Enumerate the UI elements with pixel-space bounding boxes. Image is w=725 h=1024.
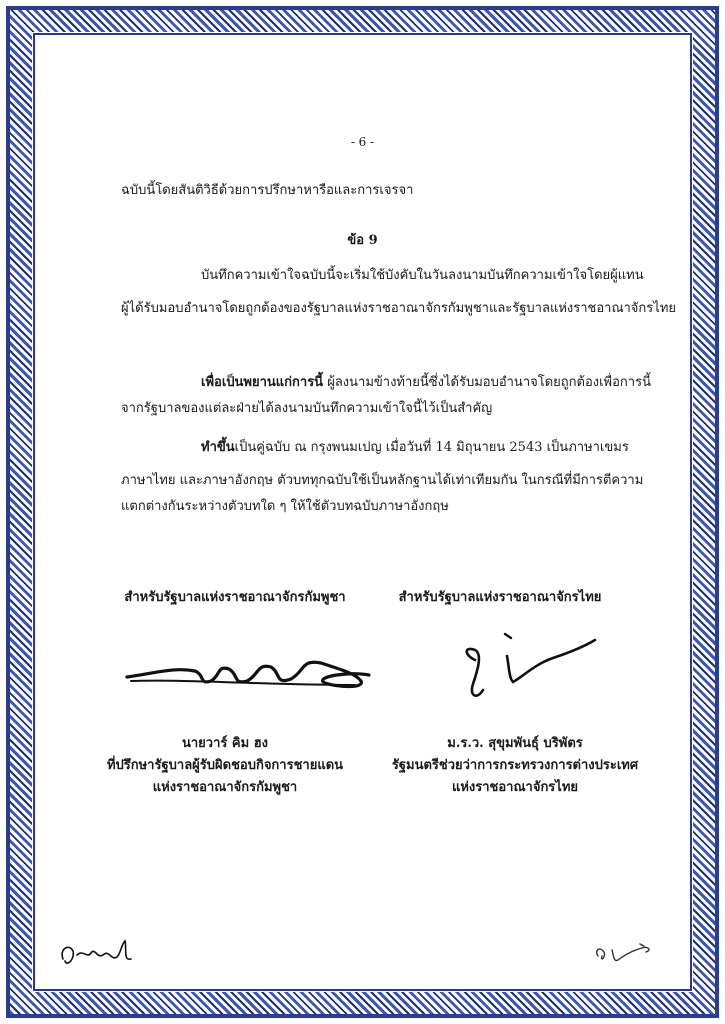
witness-lead: เพื่อเป็นพยานแก่การนี้ [201, 375, 324, 390]
signatory-right-title-1: รัฐมนตรีช่วยว่าการกระทรวงการต่างประเทศ [391, 758, 639, 773]
signatory-right-name: ม.ร.ว. สุขุมพันธุ์ บริพัตร [447, 736, 583, 751]
initials-right [590, 940, 660, 970]
paragraph-2-line-1: บันทึกความเข้าใจฉบับนี้จะเริ่มใช้บังคับในวันลงนามบันทึกความเข้าใจโดยผู้แทน [201, 268, 644, 283]
paragraph-4-line-2: ภาษาไทย และภาษาอังกฤษ ตัวบททุกฉบับใช้เป็นหลักฐานได้เท่าเทียมกัน ในกรณีที่มีการตีความ [121, 473, 644, 488]
paragraph-3-line-2: จากรัฐบาลของแต่ละฝ่ายได้ลงนามบันทึกความเข้าใจนี้ไว้เป็นสำคัญ [121, 401, 493, 416]
signatory-right-title-2: แห่งราชอาณาจักรไทย [451, 780, 579, 795]
signatory-left-heading: สำหรับรัฐบาลแห่งราชอาณาจักรกัมพูชา [124, 590, 346, 605]
initials-left [55, 935, 145, 975]
page-number: - 6 - [350, 135, 375, 149]
signatory-left-title-2: แห่งราชอาณาจักรกัมพูชา [152, 780, 298, 795]
signatory-left-name: นายวาร์ คิม ฮง [182, 736, 268, 751]
done-text: เป็นคู่ฉบับ ณ กรุงพนมเปญ เมื่อวันที่ 14 มิถุนายน 2543 เป็นภาษาเขมร [234, 440, 629, 455]
signature-right [455, 620, 615, 710]
paragraph-4-line-1 [201, 439, 629, 457]
signatory-left-title-1: ที่ปรึกษารัฐบาลผู้รับผิดชอบกิจการชายแดน [106, 758, 344, 773]
paragraph-4-line-3: แตกต่างกันระหว่างตัวบทใด ๆ ให้ใช้ตัวบทฉบับภาษาอังกฤษ [121, 499, 449, 514]
signature-left [125, 645, 375, 695]
clause-heading: ข้อ 9 [347, 233, 378, 248]
paragraph-3-line-1 [201, 374, 651, 392]
paragraph-continuation: ฉบับนี้โดยสันติวิธีด้วยการปรึกษาหารือและการเจรจา [121, 183, 414, 198]
done-lead: ทำขึ้น [201, 440, 235, 455]
signatory-right-heading: สำหรับรัฐบาลแห่งราชอาณาจักรไทย [398, 590, 602, 605]
paragraph-2-line-2: ผู้ได้รับมอบอำนาจโดยถูกต้องของรัฐบาลแห่งราชอาณาจักรกัมพูชาและรัฐบาลแห่งราชอาณาจักรไทย [121, 301, 677, 316]
document-page [35, 35, 690, 989]
witness-text: ผู้ลงนามข้างท้ายนี้ซึ่งได้รับมอบอำนาจโดยถูกต้องเพื่อการนี้ [323, 375, 651, 390]
